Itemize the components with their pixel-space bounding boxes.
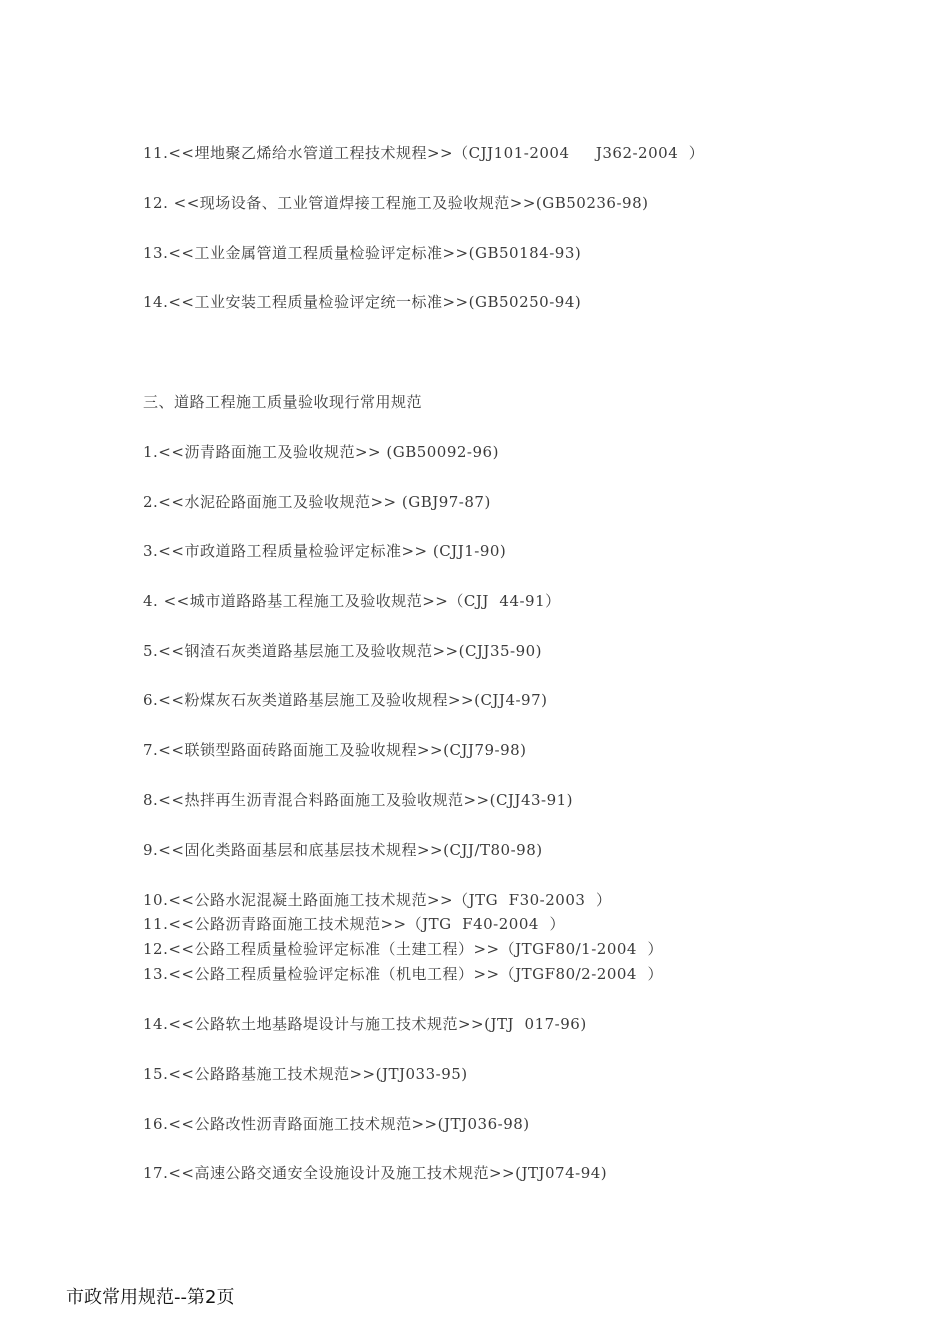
list-item: 13.<<工业金属管道工程质量检验评定标准>>(GB50184-93)	[143, 244, 582, 262]
list-item: 12. <<现场设备、工业管道焊接工程施工及验收规范>>(GB50236-98)	[143, 194, 649, 212]
section-heading: 三、道路工程施工质量验收现行常用规范	[143, 393, 423, 411]
list-item: 15.<<公路路基施工技术规范>>(JTJ033-95)	[143, 1065, 468, 1083]
list-item: 5.<<钢渣石灰类道路基层施工及验收规范>>(CJJ35-90)	[143, 642, 543, 660]
list-item: 4. <<城市道路路基工程施工及验收规范>>（CJJ 44-91）	[143, 592, 561, 610]
list-item: 6.<<粉煤灰石灰类道路基层施工及验收规程>>(CJJ4-97)	[143, 691, 548, 709]
list-item: 8.<<热拌再生沥青混合料路面施工及验收规范>>(CJJ43-91)	[143, 791, 574, 809]
list-item: 12.<<公路工程质量检验评定标准（土建工程）>>（JTGF80/1-2004 ）	[143, 940, 664, 958]
list-item: 11.<<埋地聚乙烯给水管道工程技术规程>>（CJJ101-2004 J362-2004 ）	[143, 144, 705, 162]
list-item: 3.<<市政道路工程质量检验评定标准>> (CJJ1-90)	[143, 542, 507, 560]
list-item: 11.<<公路沥青路面施工技术规范>>（JTG F40-2004 ）	[143, 915, 565, 933]
list-item: 10.<<公路水泥混凝土路面施工技术规范>>（JTG F30-2003 ）	[143, 891, 612, 909]
list-item: 14.<<公路软土地基路堤设计与施工技术规范>>(JTJ 017-96)	[143, 1015, 587, 1033]
list-item: 17.<<高速公路交通安全设施设计及施工技术规范>>(JTJ074-94)	[143, 1164, 608, 1182]
list-item: 7.<<联锁型路面砖路面施工及验收规程>>(CJJ79-98)	[143, 741, 527, 759]
list-item: 1.<<沥青路面施工及验收规范>> (GB50092-96)	[143, 443, 499, 461]
list-item: 16.<<公路改性沥青路面施工技术规范>>(JTJ036-98)	[143, 1115, 530, 1133]
page-footer: 市政常用规范--第2页	[66, 1287, 235, 1308]
list-item: 9.<<固化类路面基层和底基层技术规程>>(CJJ/T80-98)	[143, 841, 543, 859]
list-item: 14.<<工业安装工程质量检验评定统一标准>>(GB50250-94)	[143, 293, 582, 311]
list-item: 13.<<公路工程质量检验评定标准（机电工程）>>（JTGF80/2-2004 ）	[143, 965, 664, 983]
list-item: 2.<<水泥砼路面施工及验收规范>> (GBJ97-87)	[143, 493, 491, 511]
